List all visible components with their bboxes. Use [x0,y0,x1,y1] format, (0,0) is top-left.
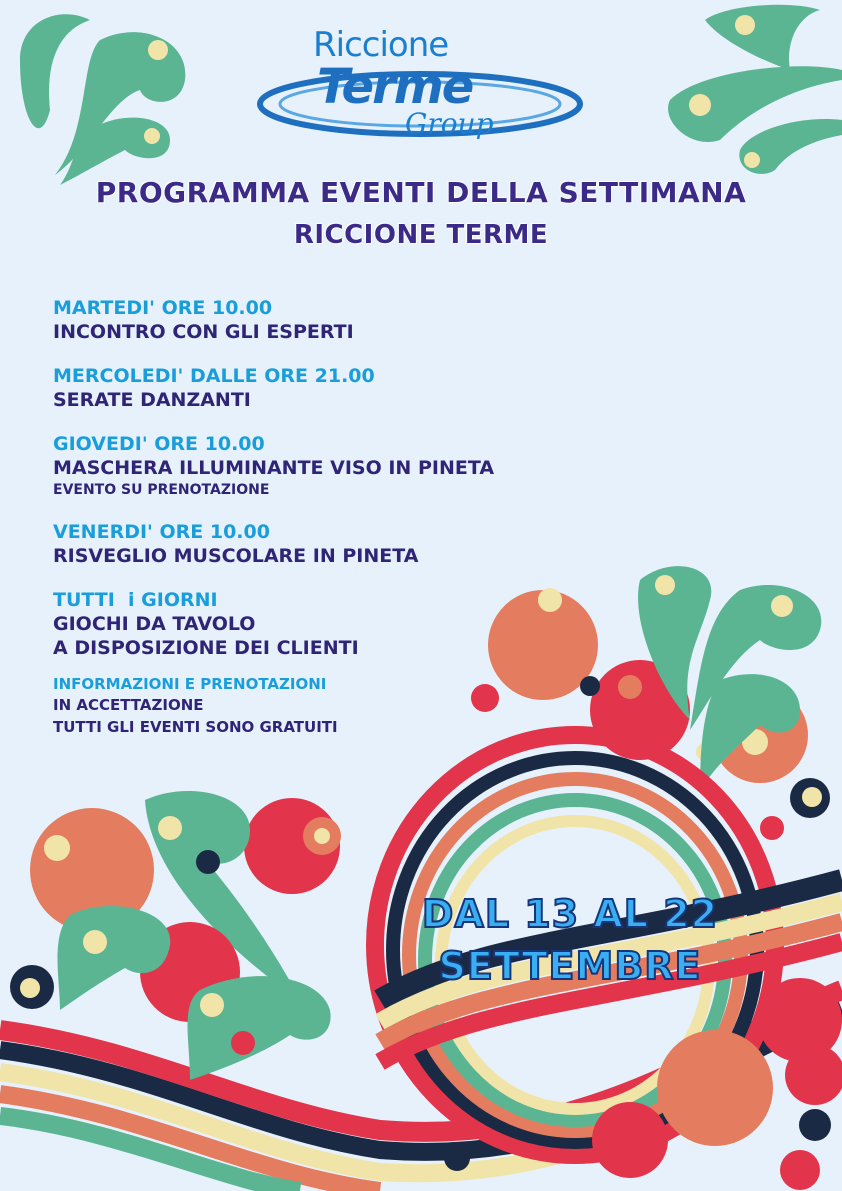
orange-ball [618,675,642,699]
event-item [53,364,613,412]
cream-dot [144,128,160,144]
event-list [53,296,613,738]
logo-text-line3: Group [405,107,494,140]
navy-dot [444,1145,470,1171]
cream-dot [20,978,40,998]
event-item [53,432,613,500]
green-drop-shape [60,118,170,185]
cream-dot [200,993,224,1017]
logo-text-line2: Terme [317,59,473,115]
date-range-line1: DAL 13 AL 22 [421,892,719,936]
info-line: TUTTI GLI EVENTI SONO GRATUITI [53,718,338,736]
event-note: EVENTO SU PRENOTAZIONE [53,482,270,498]
page-title: PROGRAMMA EVENTI DELLA SETTIMANA [95,176,747,209]
red-ball [231,1031,255,1055]
red-ball [760,816,784,840]
cream-dot [689,94,711,116]
page-subtitle: RICCIONE TERME [293,220,549,250]
red-ball [592,1102,668,1178]
event-activity: RISVEGLIO MUSCOLARE IN PINETA [53,545,419,567]
event-item [53,296,613,344]
red-ball [780,1150,820,1190]
navy-dot [196,850,220,874]
event-day: GIOVEDI' ORE 10.00 [53,433,265,455]
event-activity-line2: A DISPOSIZIONE DEI CLIENTI [53,637,359,659]
cream-dot [771,595,793,617]
green-drop-shape [188,976,331,1080]
event-activity: GIOCHI DA TAVOLO [53,613,256,635]
cream-dot [44,835,70,861]
event-day: VENERDI' ORE 10.00 [53,521,270,543]
event-activity: SERATE DANZANTI [53,389,251,411]
date-range [405,888,735,992]
cream-dot [744,152,760,168]
orange-ball [657,1030,773,1146]
cream-dot [83,930,107,954]
event-day: MARTEDI' ORE 10.00 [53,297,273,319]
cream-dot [158,816,182,840]
date-range-line2: SETTEMBRE [438,944,702,988]
cream-dot [655,575,675,595]
event-item [53,520,613,568]
info-line: IN ACCETTAZIONE [53,696,204,714]
info-heading: INFORMAZIONI E PRENOTAZIONI [53,675,327,693]
green-drop-shape [705,5,820,70]
riccione-terme-logo [255,25,590,155]
event-day: MERCOLEDI' DALLE ORE 21.00 [53,365,375,387]
event-day: TUTTI i GIORNI [53,589,218,611]
cream-dot [148,40,168,60]
green-drop-shape [20,14,90,128]
logo-text-line1: Riccione [313,25,449,65]
cream-dot [735,15,755,35]
event-item [53,588,613,660]
event-activity: MASCHERA ILLUMINANTE VISO IN PINETA [53,457,495,479]
navy-dot [799,1109,831,1141]
cream-dot [314,828,330,844]
cream-dot [802,787,822,807]
event-activity: INCONTRO CON GLI ESPERTI [53,321,354,343]
